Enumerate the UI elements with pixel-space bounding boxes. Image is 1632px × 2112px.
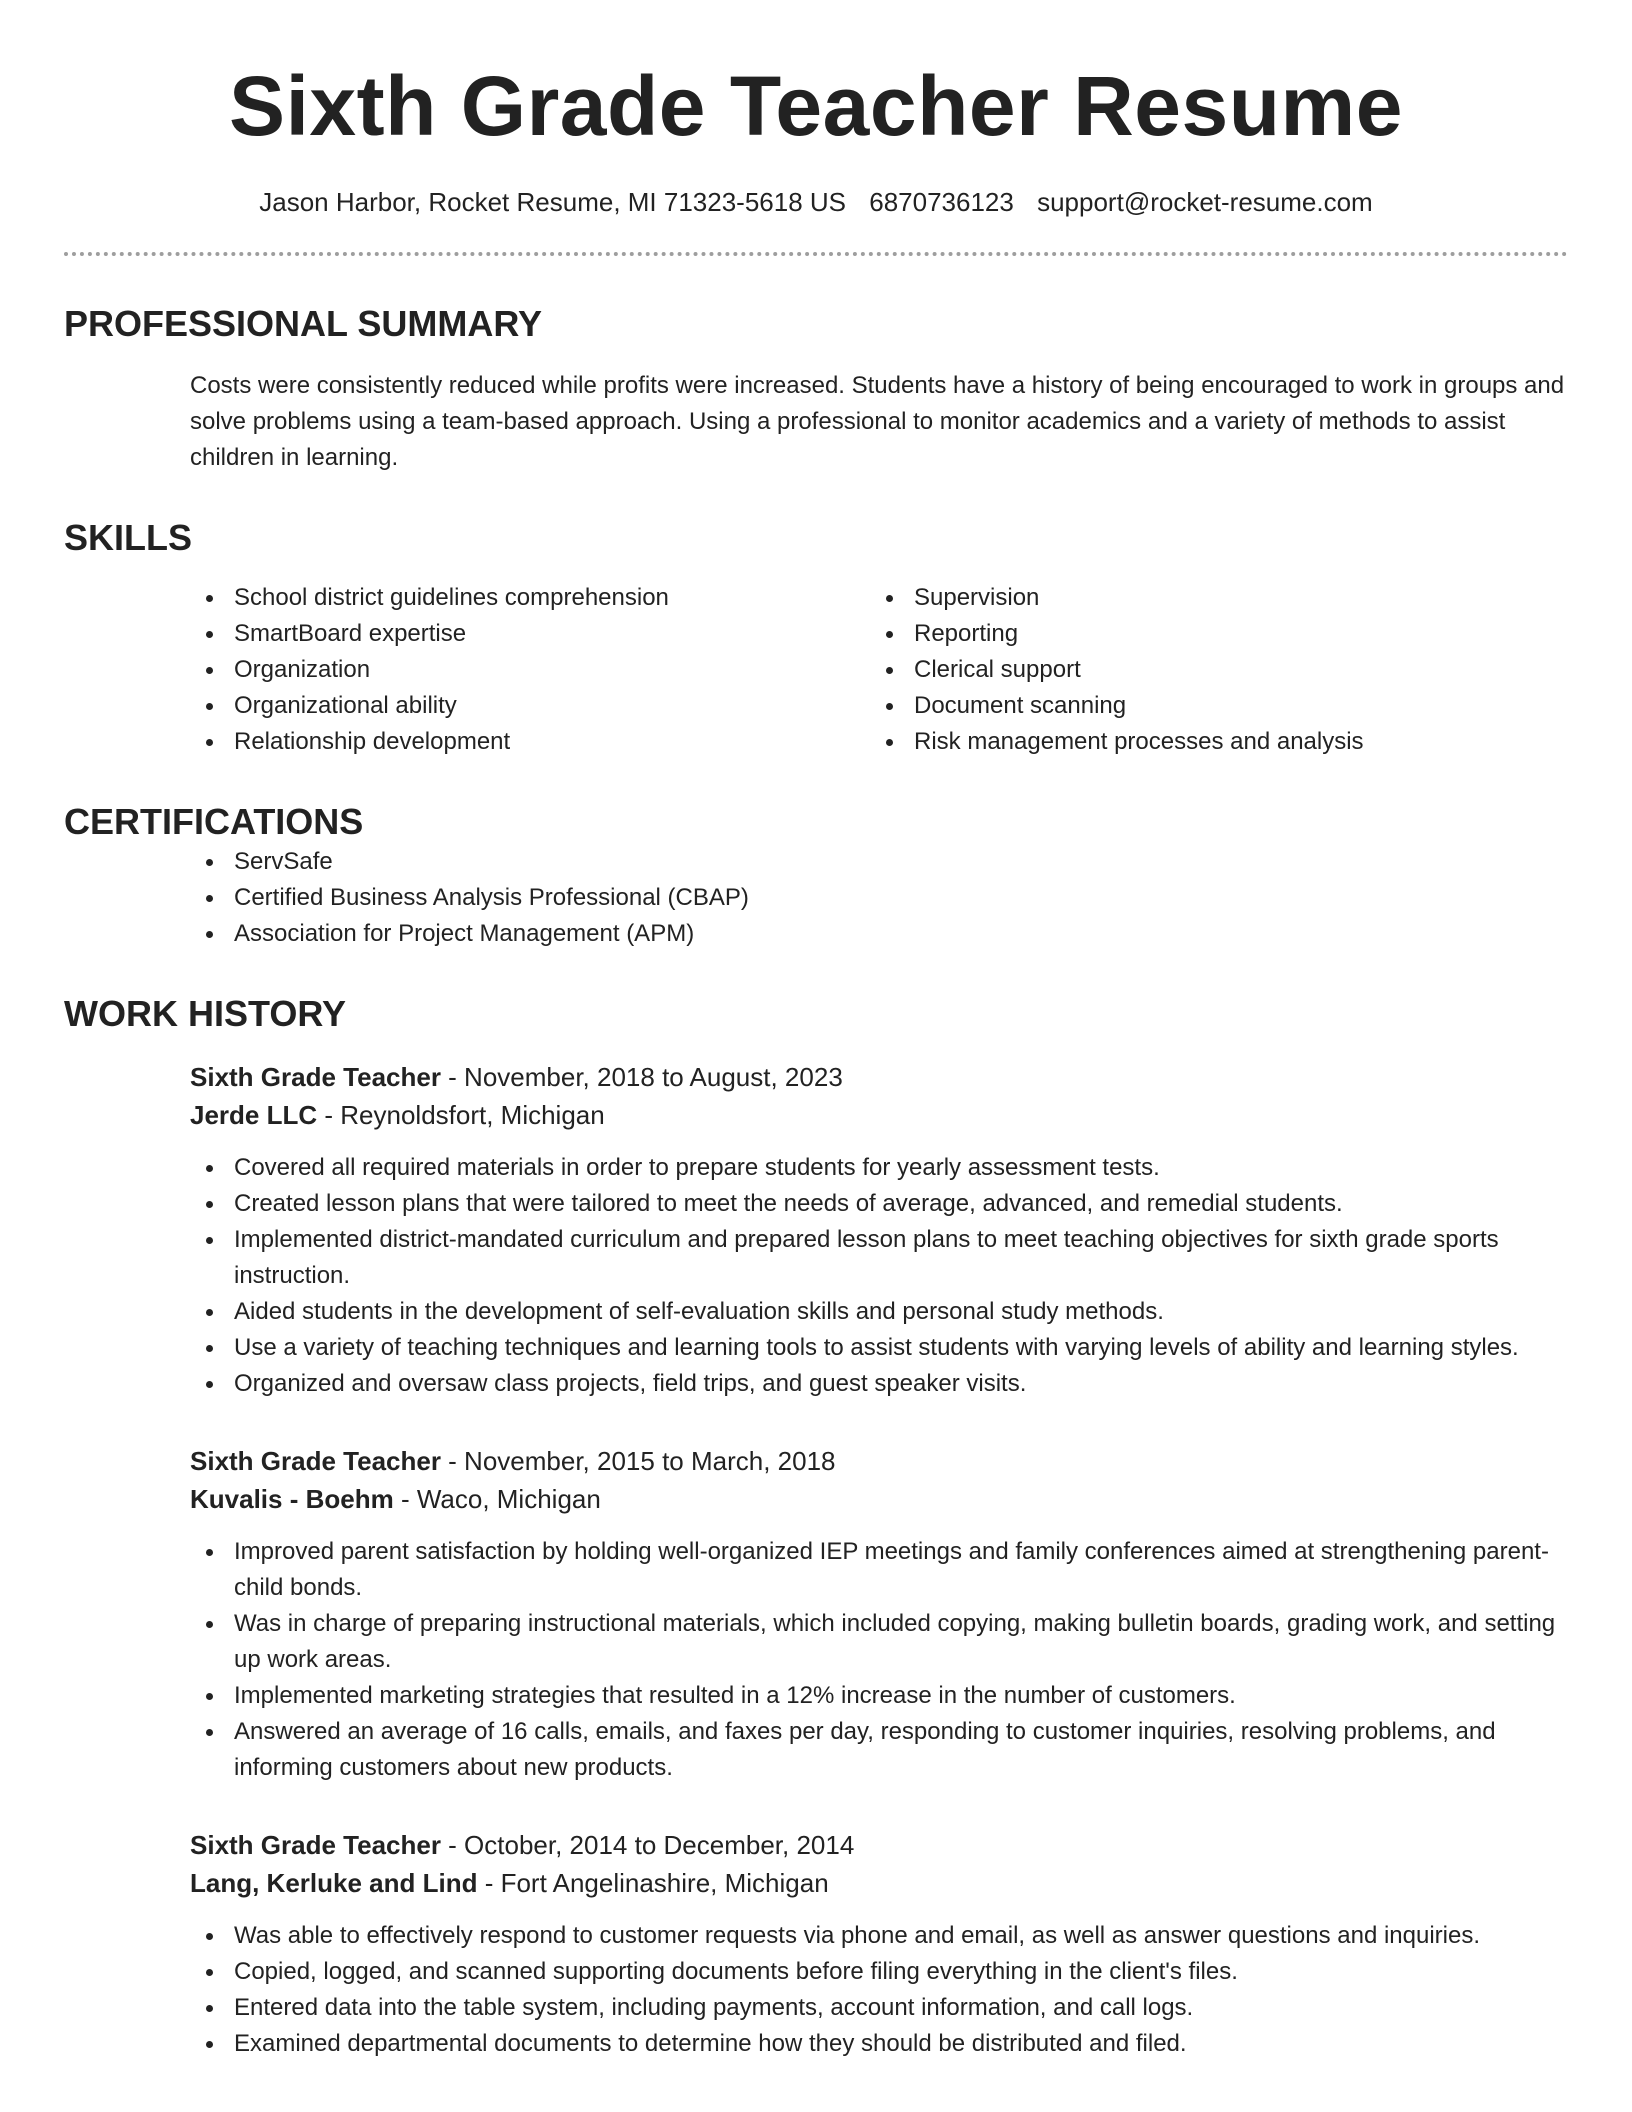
job-duty-item: Aided students in the development of self-evaluation skills and personal study methods. [190, 1294, 1568, 1330]
skills-right-list [870, 580, 1550, 760]
job-duty-item: Covered all required materials in order to prepare students for yearly assessment tests. [190, 1150, 1568, 1186]
job-dates: - November, 2018 to August, 2023 [440, 1062, 843, 1092]
job-company: Lang, Kerluke and Lind [190, 1868, 478, 1898]
summary-heading: PROFESSIONAL SUMMARY [64, 303, 543, 344]
job-company: Kuvalis - Boehm [190, 1484, 394, 1514]
job-entry [190, 1058, 1568, 1402]
job-title: Sixth Grade Teacher [190, 1446, 441, 1476]
skill-item: School district guidelines comprehension [190, 580, 870, 616]
certification-item: Certified Business Analysis Professional (CBAP) [190, 880, 1568, 916]
summary-text: Costs were consistently reduced while profits were increased. Students have a history of being encouraged to work in groups and solve problems using a team-based approach. Using a professional to monitor academics and a variety of methods to assist children in learning. [190, 372, 1565, 471]
job-location: - Fort Angelinashire, Michigan [477, 1868, 829, 1898]
job-duty-item: Entered data into the table system, including payments, account information, and call logs. [190, 1990, 1568, 2026]
job-company: Jerde LLC [190, 1100, 318, 1130]
skills-grid [190, 580, 1568, 760]
skill-item: Supervision [870, 580, 1550, 616]
certifications-list [190, 844, 1568, 952]
certifications-section [64, 800, 1568, 952]
work-history-section [64, 992, 1568, 2062]
job-company-line [190, 1096, 1568, 1134]
skill-item: Document scanning [870, 688, 1550, 724]
certification-item: Association for Project Management (APM) [190, 916, 1568, 952]
skills-heading: SKILLS [64, 517, 193, 558]
skill-item: SmartBoard expertise [190, 616, 870, 652]
job-entry [190, 1826, 1568, 2062]
job-title-line [190, 1442, 1568, 1480]
job-duty-item: Was in charge of preparing instructional materials, which included copying, making bulletin boards, grading work, and setting up work areas. [190, 1606, 1568, 1678]
job-duties-list [190, 1534, 1568, 1786]
job-dates: - November, 2015 to March, 2018 [440, 1446, 836, 1476]
resume-title: Sixth Grade Teacher Resume [229, 59, 1403, 153]
job-dates: - October, 2014 to December, 2014 [440, 1830, 855, 1860]
job-location: - Waco, Michigan [393, 1484, 601, 1514]
job-entry [190, 1442, 1568, 1786]
job-duty-item: Implemented marketing strategies that resulted in a 12% increase in the number of customers. [190, 1678, 1568, 1714]
certifications-heading: CERTIFICATIONS [64, 801, 364, 842]
skill-item: Reporting [870, 616, 1550, 652]
job-title-line [190, 1058, 1568, 1096]
certification-item: ServSafe [190, 844, 1568, 880]
job-company-line [190, 1480, 1568, 1518]
header-divider [64, 252, 1568, 256]
job-duty-item: Was able to effectively respond to customer requests via phone and email, as well as answer questions and inquiries. [190, 1918, 1568, 1954]
job-duty-item: Examined departmental documents to determine how they should be distributed and filed. [190, 2026, 1568, 2062]
job-title: Sixth Grade Teacher [190, 1830, 441, 1860]
job-duty-item: Copied, logged, and scanned supporting documents before filing everything in the client's files. [190, 1954, 1568, 1990]
job-title: Sixth Grade Teacher [190, 1062, 441, 1092]
skill-item: Organizational ability [190, 688, 870, 724]
job-location: - Reynoldsfort, Michigan [317, 1100, 605, 1130]
job-duties-list [190, 1150, 1568, 1402]
job-company-line [190, 1864, 1568, 1902]
job-duties-list [190, 1918, 1568, 2062]
job-title-line [190, 1826, 1568, 1864]
work-history-heading: WORK HISTORY [64, 993, 347, 1034]
skill-item: Clerical support [870, 652, 1550, 688]
skill-item: Relationship development [190, 724, 870, 760]
job-duty-item: Implemented district-mandated curriculum and prepared lesson plans to meet teaching objectives for sixth grade sports instruction. [190, 1222, 1568, 1294]
job-duty-item: Improved parent satisfaction by holding well-organized IEP meetings and family conferences aimed at strengthening parent-child bonds. [190, 1534, 1568, 1606]
job-duty-item: Organized and oversaw class projects, field trips, and guest speaker visits. [190, 1366, 1568, 1402]
summary-section [64, 302, 1568, 476]
contact-phone: 6870736123 [869, 187, 1014, 217]
skill-item: Organization [190, 652, 870, 688]
job-duty-item: Created lesson plans that were tailored to meet the needs of average, advanced, and remedial students. [190, 1186, 1568, 1222]
contact-address: Jason Harbor, Rocket Resume, MI 71323-5618 US [259, 187, 847, 217]
contact-email: support@rocket-resume.com [1037, 187, 1373, 217]
skills-section [64, 516, 1568, 760]
skills-left-list [190, 580, 870, 760]
job-duty-item: Answered an average of 16 calls, emails, and faxes per day, responding to customer inquiries, resolving problems, and informing customers about new products. [190, 1714, 1568, 1786]
contact-line [64, 186, 1568, 218]
job-duty-item: Use a variety of teaching techniques and learning tools to assist students with varying levels of ability and learning styles. [190, 1330, 1568, 1366]
resume-header [64, 0, 1568, 218]
skill-item: Risk management processes and analysis [870, 724, 1550, 760]
